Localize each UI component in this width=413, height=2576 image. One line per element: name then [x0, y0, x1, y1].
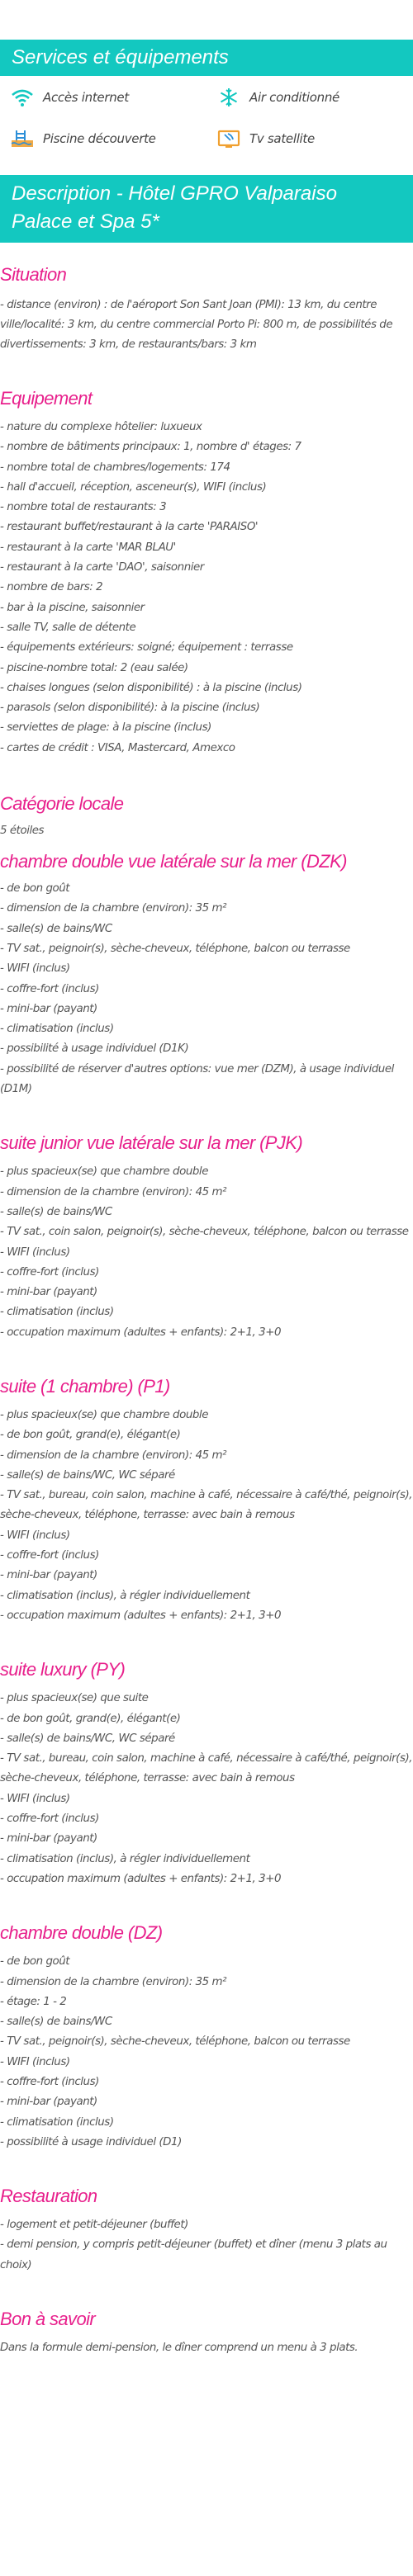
list-item: - TV sat., peignoir(s), sèche-cheveux, téléphone, balcon ou terrasse [0, 942, 350, 955]
list-item: - TV sat., bureau, coin salon, machine à café, nécessaire à café/thé, peignoir(s), sèche-cheveux, téléphone, terrasse: avec bain à remous [0, 1489, 413, 1522]
list-item: - mini-bar (payant) [0, 1832, 97, 1846]
snowflake-icon [216, 87, 241, 107]
list-item: - possibilité à usage individuel (D1) [0, 2135, 182, 2148]
service-ac [216, 87, 339, 107]
list-item: - possibilité de réserver d'autres options: vue mer (DZM), à usage individuel (D1M) [0, 1062, 394, 1096]
service-label: Piscine découverte [43, 131, 156, 146]
list-item: - parasols (selon disponibilité): à la piscine (inclus) [0, 702, 260, 715]
room-pjk-list [0, 1162, 413, 1343]
list-item: - plus spacieux(se) que suite [0, 1692, 149, 1705]
list-item: - TV sat., peignoir(s), sèche-cheveux, téléphone, balcon ou terrasse [0, 2035, 350, 2049]
list-item: - de bon goût, grand(e), élégant(e) [0, 1712, 181, 1725]
description-title: Description - Hôtel GPRO Valparaiso Palace et Spa 5* [0, 175, 413, 243]
list-item: - salle(s) de bains/WC [0, 2016, 112, 2029]
list-item: - piscine-nombre total: 2 (eau salée) [0, 661, 188, 674]
room-py-list [0, 1689, 413, 1889]
categorie-heading: Catégorie locale [0, 793, 124, 815]
room-dzk-heading: chambre double vue latérale sur la mer (DZK) [0, 851, 347, 872]
room-pjk-heading: suite junior vue latérale sur la mer (PJK) [0, 1132, 303, 1154]
bon-a-savoir-text: Dans la formule demi-pension, le dîner comprend un menu à 3 plats. [0, 2342, 358, 2355]
list-item: - coffre-fort (inclus) [0, 1549, 99, 1562]
list-item: - climatisation (inclus), à régler individuellement [0, 1852, 250, 1865]
list-item: - cartes de crédit : VISA, Mastercard, Amexco [0, 741, 235, 754]
list-item: - restaurant à la carte 'DAO', saisonnier [0, 561, 204, 574]
list-item: - occupation maximum (adultes + enfants): 2+1, 3+0 [0, 1872, 282, 1885]
list-item: - bar à la piscine, saisonnier [0, 601, 145, 614]
restauration-list [0, 2215, 413, 2276]
list-item: - coffre-fort (inclus) [0, 1265, 99, 1279]
services-title: Services et équipements [0, 40, 413, 76]
list-item: - nombre de bâtiments principaux: 1, nombre d' étages: 7 [0, 441, 301, 454]
list-item: - mini-bar (payant) [0, 1286, 97, 1299]
list-item: - mini-bar (payant) [0, 1569, 97, 1582]
situation-text: - distance (environ) : de l'aéroport Son Sant Joan (PMI): 13 km, du centre ville/localité: 3 km, du centre commercial Porto Pi: 800 m, de possibilités de divertissements: 3 km, de restaurants/bars: 3 km [0, 299, 393, 351]
list-item: - nombre total de restaurants: 3 [0, 501, 167, 514]
list-item: - climatisation (inclus) [0, 2115, 114, 2129]
wifi-icon [10, 87, 35, 107]
list-item: - WIFI (inclus) [0, 1245, 70, 1259]
list-item: - logement et petit-déjeuner (buffet) [0, 2219, 188, 2232]
list-item: - chaises longues (selon disponibilité) : à la piscine (inclus) [0, 681, 302, 694]
room-py-heading: suite luxury (PY) [0, 1659, 126, 1680]
service-internet [10, 87, 129, 107]
bon-a-savoir-heading: Bon à savoir [0, 2309, 96, 2330]
list-item: - occupation maximum (adultes + enfants): 2+1, 3+0 [0, 1609, 282, 1622]
service-label: Air conditionné [249, 90, 339, 105]
equipement-heading: Equipement [0, 388, 93, 409]
list-item: - dimension de la chambre (environ): 45 m² [0, 1449, 227, 1462]
list-item: - salle(s) de bains/WC, WC séparé [0, 1468, 175, 1482]
categorie-text: 5 étoiles [0, 825, 45, 838]
list-item: - occupation maximum (adultes + enfants): 2+1, 3+0 [0, 1326, 282, 1339]
list-item: - salle TV, salle de détente [0, 621, 136, 634]
list-item: - équipements extérieurs: soigné; équipement : terrasse [0, 641, 293, 655]
service-pool [10, 129, 156, 149]
list-item: - coffre-fort (inclus) [0, 1813, 99, 1826]
list-item: - TV sat., coin salon, peignoir(s), sèche-cheveux, téléphone, balcon ou terrasse [0, 1226, 409, 1239]
list-item: - mini-bar (payant) [0, 1002, 97, 1015]
list-item: - plus spacieux(se) que chambre double [0, 1165, 208, 1179]
list-item: - demi pension, y compris petit-déjeuner (buffet) et dîner (menu 3 plats au choix) [0, 2238, 387, 2271]
list-item: - coffre-fort (inclus) [0, 982, 99, 995]
list-item: - serviettes de plage: à la piscine (inclus) [0, 721, 211, 735]
list-item: - salle(s) de bains/WC, WC séparé [0, 1732, 175, 1745]
list-item: - dimension de la chambre (environ): 45 m² [0, 1185, 227, 1198]
room-dzk-list [0, 879, 413, 1099]
room-dz-list [0, 1952, 413, 2153]
list-item: - nature du complexe hôtelier: luxueux [0, 421, 202, 433]
list-item: - de bon goût [0, 882, 70, 896]
room-p1-list [0, 1406, 413, 1626]
list-item: - étage: 1 - 2 [0, 1995, 67, 2008]
situation-heading: Situation [0, 264, 67, 285]
services-grid [0, 76, 413, 175]
list-item: - restaurant à la carte 'MAR BLAU' [0, 541, 176, 554]
pool-icon [10, 129, 35, 149]
list-item: - de bon goût, grand(e), élégant(e) [0, 1429, 181, 1442]
list-item: - possibilité à usage individuel (D1K) [0, 1042, 189, 1056]
list-item: - TV sat., bureau, coin salon, machine à café, nécessaire à café/thé, peignoir(s), sèche-cheveux, téléphone, terrasse: avec bain à remous [0, 1752, 413, 1785]
room-p1-heading: suite (1 chambre) (P1) [0, 1375, 170, 1397]
list-item: - nombre total de chambres/logements: 174 [0, 461, 230, 474]
service-label: Accès internet [43, 90, 129, 105]
list-item: - climatisation (inclus) [0, 1306, 114, 1319]
list-item: - WIFI (inclus) [0, 962, 70, 976]
equipement-list [0, 418, 413, 759]
list-item: - salle(s) de bains/WC [0, 922, 112, 935]
list-item: - hall d'accueil, réception, asceneur(s), WIFI (inclus) [0, 480, 267, 494]
list-item: - salle(s) de bains/WC [0, 1205, 112, 1218]
list-item: - WIFI (inclus) [0, 1529, 70, 1542]
list-item: - mini-bar (payant) [0, 2096, 97, 2109]
list-item: - WIFI (inclus) [0, 1792, 70, 1805]
service-label: Tv satellite [249, 131, 315, 146]
restauration-heading: Restauration [0, 2186, 97, 2207]
list-item: - climatisation (inclus), à régler individuellement [0, 1589, 250, 1602]
service-tv [216, 129, 315, 149]
list-item: - coffre-fort (inclus) [0, 2076, 99, 2088]
list-item: - dimension de la chambre (environ): 35 m² [0, 902, 227, 915]
list-item: - restaurant buffet/restaurant à la carte 'PARAISO' [0, 521, 259, 534]
list-item: - de bon goût [0, 1955, 70, 1969]
list-item: - climatisation (inclus) [0, 1023, 114, 1036]
list-item: - nombre de bars: 2 [0, 581, 103, 594]
room-dz-heading: chambre double (DZ) [0, 1922, 163, 1944]
list-item: - WIFI (inclus) [0, 2055, 70, 2068]
list-item: - plus spacieux(se) que chambre double [0, 1408, 208, 1421]
tv-icon [216, 129, 241, 149]
list-item: - dimension de la chambre (environ): 35 m² [0, 1975, 227, 1988]
